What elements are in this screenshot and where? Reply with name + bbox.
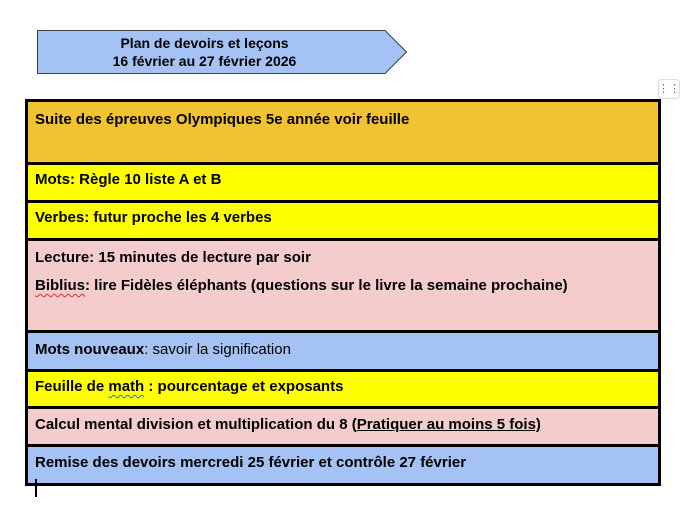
banner-text xyxy=(37,30,372,74)
table-drag-handle-icon[interactable]: ⋮⋮ xyxy=(658,79,680,99)
row-math-post: : pourcentage et exposants xyxy=(144,378,344,395)
table-row xyxy=(27,408,660,446)
row-lecture-cell[interactable] xyxy=(27,240,660,332)
row-math-pre: Feuille de xyxy=(35,378,109,395)
row-mots-nouveaux-bold: Mots nouveaux xyxy=(35,341,145,358)
table-row xyxy=(27,446,660,485)
row-mots-cell[interactable] xyxy=(27,164,660,202)
row-verbes-text: Verbes: futur proche les 4 verbes xyxy=(35,209,272,226)
table-row xyxy=(27,371,660,408)
row-remise-cell[interactable] xyxy=(27,446,660,485)
row-calcul-cell[interactable] xyxy=(27,408,660,446)
row-mots-nouveaux-rest: : savoir la signification xyxy=(144,341,291,358)
table-row xyxy=(27,240,660,332)
row-calcul-pre: Calcul mental division et multiplication du 8 ( xyxy=(35,416,357,433)
banner-title: Plan de devoirs et leçons xyxy=(120,35,289,51)
table-row xyxy=(27,202,660,240)
text-cursor xyxy=(35,479,37,497)
title-banner xyxy=(37,30,407,74)
table-row xyxy=(27,164,660,202)
row-olympics-cell[interactable] xyxy=(27,101,660,164)
row-olympics-text: Suite des épreuves Olympiques 5e année voir feuille xyxy=(35,111,410,128)
row-lecture-line2 xyxy=(35,277,651,294)
row-lecture-line1: Lecture: 15 minutes de lecture par soir xyxy=(35,249,311,266)
row-mots-nouveaux-cell[interactable] xyxy=(27,332,660,371)
row-calcul-underlined: Pratiquer au moins 5 fois) xyxy=(356,416,541,433)
biblius-word: Biblius xyxy=(35,277,86,294)
table-row xyxy=(27,332,660,371)
row-verbes-cell[interactable] xyxy=(27,202,660,240)
row-mots-text: Mots: Règle 10 liste A et B xyxy=(35,171,222,188)
row-math-cell[interactable] xyxy=(27,371,660,408)
table-row xyxy=(27,101,660,164)
row-lecture-line2-rest: : lire Fidèles éléphants (questions sur le livre la semaine prochaine) xyxy=(85,277,568,294)
banner-dates: 16 février au 27 février 2026 xyxy=(112,53,297,69)
math-word: math xyxy=(108,378,145,395)
homework-table xyxy=(25,99,661,486)
row-remise-text: Remise des devoirs mercredi 25 février et contrôle 27 février xyxy=(35,454,467,471)
